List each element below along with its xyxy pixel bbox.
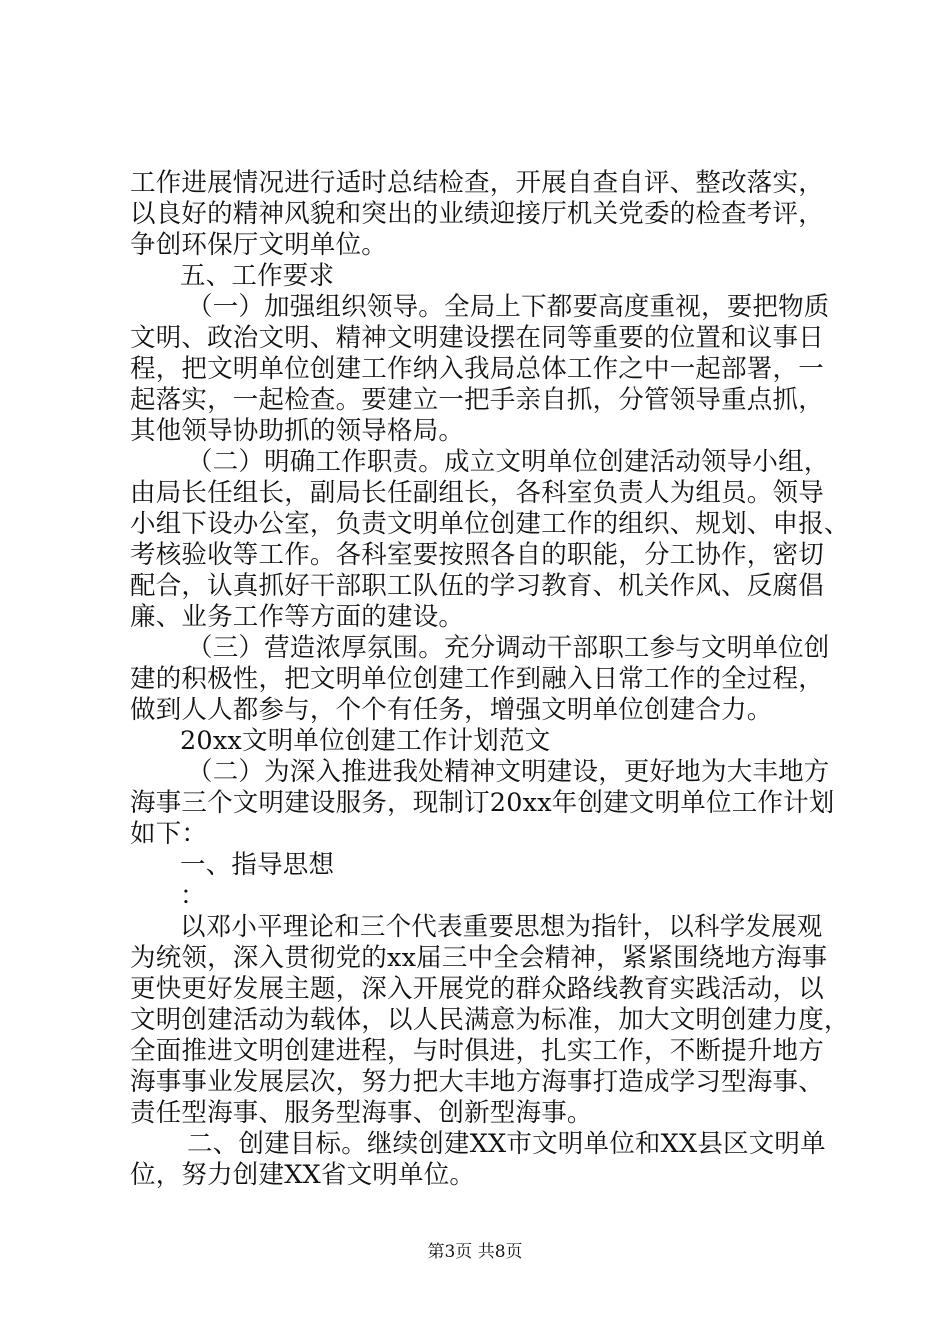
paragraph-line: （三）营造浓厚氛围。充分调动干部职工参与文明单位创 — [187, 633, 830, 663]
paragraph-line: 文明创建活动为载体，以人民满意为标准，加大文明创建力度， — [130, 1005, 850, 1035]
paragraph-line: 建的积极性，把文明单位创建工作到融入日常工作的全过程， — [130, 664, 824, 694]
paragraph-line: 位，努力创建XX省文明单位。 — [130, 1160, 476, 1190]
paragraph-line: 以邓小平理论和三个代表重要思想为指针，以科学发展观 — [180, 912, 823, 942]
section-heading: 五、工作要求 — [180, 261, 335, 291]
section-heading: 一、指导思想 — [180, 850, 335, 880]
paragraph-line: 为统领，深入贯彻党的xx届三中全会精神，紧紧围绕地方海事 — [130, 943, 828, 973]
paragraph-line: 考核验收等工作。各科室要按照各自的职能，分工协作，密切 — [130, 540, 824, 570]
paragraph-line: 小组下设办公室，负责文明单位创建工作的组织、规划、申报、 — [130, 509, 850, 539]
paragraph-line: （二）为深入推进我处精神文明建设，更好地为大丰地方 — [187, 757, 830, 787]
paragraph-line: 起落实，一起检查。要建立一把手亲自抓，分管领导重点抓， — [130, 385, 824, 415]
paragraph-line: 程，把文明单位创建工作纳入我局总体工作之中一起部署，一 — [130, 354, 824, 384]
subtitle-heading: 20xx文明单位创建工作计划范文 — [180, 726, 551, 756]
paragraph-line: 配合，认真抓好干部职工队伍的学习教育、机关作风、反腐倡 — [130, 571, 824, 601]
paragraph-line: 以良好的精神风貌和突出的业绩迎接厅机关党委的检查考评， — [130, 199, 824, 229]
paragraph-line: 做到人人都参与，个个有任务，增强文明单位创建合力。 — [130, 695, 773, 725]
paragraph-line: 工作进展情况进行适时总结检查，开展自查自评、整改落实， — [130, 168, 824, 198]
paragraph-line: 其他领导协助抓的领导格局。 — [130, 416, 465, 446]
section-heading: 二、创建目标。继续创建XX市文明单位和XX县区文明单 — [187, 1129, 826, 1159]
paragraph-line: （一）加强组织领导。全局上下都要高度重视，要把物质 — [187, 292, 830, 322]
paragraph-line: 如下： — [130, 819, 208, 849]
paragraph-line: 责任型海事、服务型海事、创新型海事。 — [130, 1098, 593, 1128]
paragraph-line: 争创环保厅文明单位。 — [130, 230, 388, 260]
paragraph-line: 由局长任组长，副局长任副组长，各科室负责人为组员。领导 — [130, 478, 824, 508]
paragraph-line: 廉、业务工作等方面的建设。 — [130, 602, 465, 632]
paragraph-line: 海事事业发展层次，努力把大丰地方海事打造成学习型海事、 — [130, 1067, 824, 1097]
paragraph-line: 海事三个文明建设服务，现制订20xx年创建文明单位工作计划 — [130, 788, 835, 818]
paragraph-line: （二）明确工作职责。成立文明单位创建活动领导小组， — [187, 447, 830, 477]
paragraph-line: 全面推进文明创建进程，与时俱进，扎实工作，不断提升地方 — [130, 1036, 824, 1066]
page-number-footer: 第3页 共8页 — [427, 1242, 523, 1262]
paragraph-line: 更快更好发展主题，深入开展党的群众路线教育实践活动，以 — [130, 974, 824, 1004]
paragraph-line: ： — [180, 881, 206, 911]
paragraph-line: 文明、政治文明、精神文明建设摆在同等重要的位置和议事日 — [130, 323, 824, 353]
